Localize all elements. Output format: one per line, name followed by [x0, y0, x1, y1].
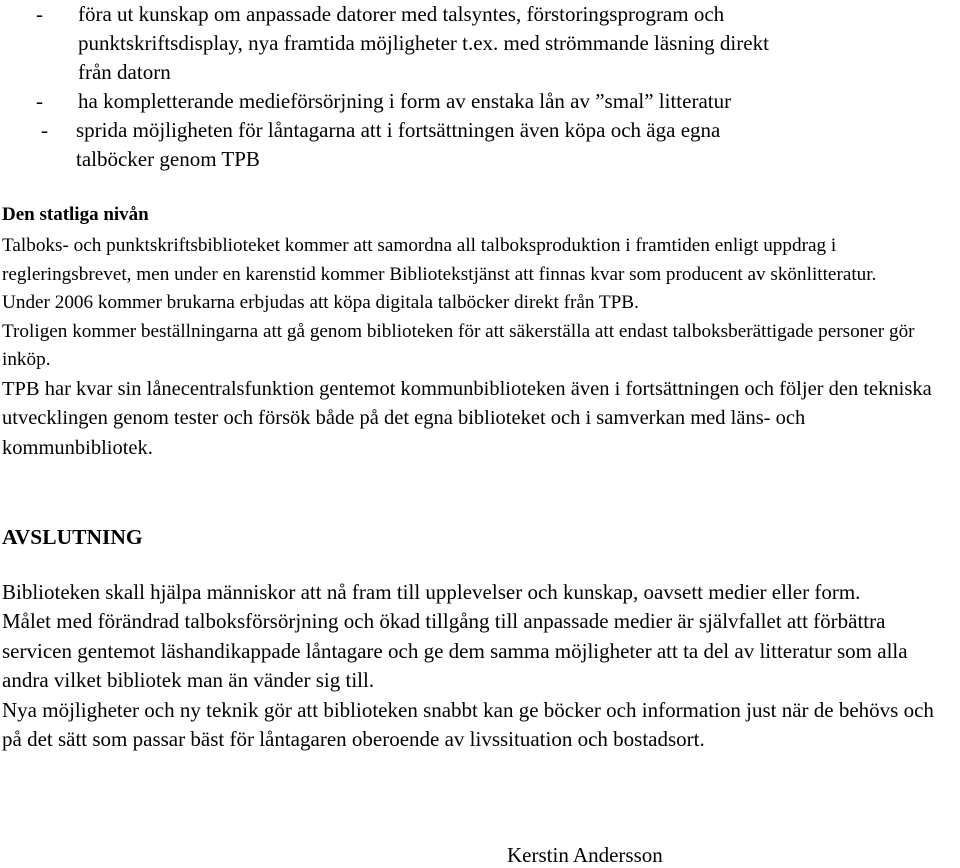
bullet-list: [0, 0, 960, 174]
bullet-line: sprida möjligheten för låntagarna att i fortsättningen även köpa och äga egna: [76, 118, 721, 142]
section-heading-state: Den statliga nivån: [2, 204, 149, 225]
bullet-line: föra ut kunskap om anpassade datorer med talsyntes, förstoringsprogram och: [78, 2, 725, 26]
paragraph: Nya möjligheter och ny teknik gör att biblioteken snabbt kan ge böcker och information just när de behövs och på det sätt som passar bäst för låntagaren oberoende av livssituation och bostadsort.: [2, 697, 934, 752]
bullet-item: [0, 0, 960, 87]
bullet-line: ha kompletterande medieförsörjning i form av enstaka lån av ”smal” litteratur: [78, 89, 732, 113]
bullet-dash: -: [41, 118, 48, 142]
signature: Kerstin Andersson: [507, 843, 663, 867]
bullet-dash: -: [36, 2, 43, 26]
bullet-line: talböcker genom TPB: [76, 147, 260, 171]
paragraph: Under 2006 kommer brukarna erbjudas att köpa digitala talböcker direkt från TPB.: [2, 292, 639, 313]
paragraph: Talboks- och punktskriftsbiblioteket kommer att samordna all talboksproduktion i framtiden enligt uppdrag i regleringsbrevet, men under en karenstid kommer Bibliotekstjänst att finnas kvar som producent av skönlitteratur.: [2, 235, 877, 285]
section-heading-conclusion: AVSLUTNING: [2, 525, 143, 549]
section-conclusion-body: [2, 578, 957, 754]
bullet-dash: -: [36, 89, 43, 113]
paragraph: Målet med förändrad talboksförsörjning och ökad tillgång till anpassade medier är självfallet att förbättra servicen gentemot läshandikappade låntagare och ge dem samma möjligheter att ta del av litteratur som alla andra vilket bibliotek man än vänder sig till.: [2, 609, 908, 693]
paragraph: Troligen kommer beställningarna att gå genom biblioteken för att säkerställa att endast talboksberättigade personer gör inköp.: [2, 320, 915, 370]
section-state-body: [2, 232, 957, 463]
bullet-line: punktskriftsdisplay, nya framtida möjligheter t.ex. med strömmande läsning direkt: [78, 31, 769, 55]
bullet-line: från datorn: [78, 60, 171, 84]
paragraph: Biblioteken skall hjälpa människor att nå fram till upplevelser och kunskap, oavsett medier eller form.: [2, 580, 861, 604]
bullet-item: [0, 87, 960, 116]
paragraph: TPB har kvar sin lånecentralsfunktion gentemot kommunbiblioteken även i fortsättningen och följer den tekniska utvecklingen genom tester och försök både på det egna biblioteket och i samverkan med läns- och kommunbibliotek.: [2, 377, 932, 459]
bullet-item: [0, 116, 960, 174]
